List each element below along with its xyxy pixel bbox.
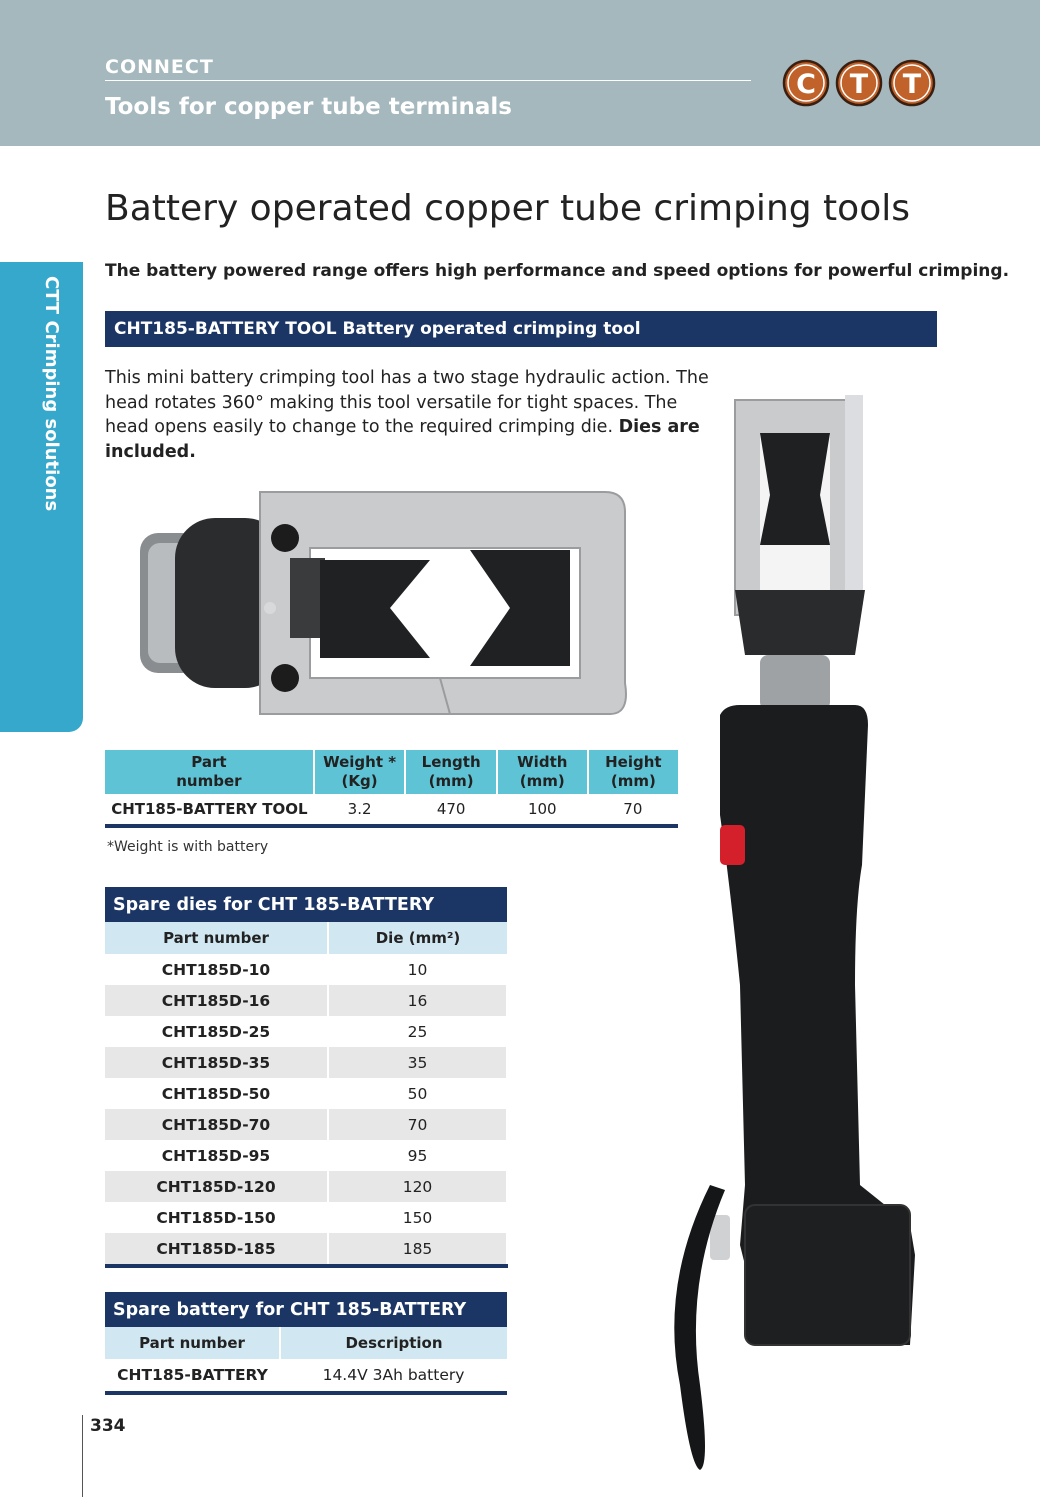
die-part: CHT185D-25 xyxy=(105,1016,328,1047)
section-title: Tools for copper tube terminals xyxy=(105,94,512,120)
battery-header-part: Part number xyxy=(105,1327,280,1359)
spec-width: 100 xyxy=(497,794,588,826)
die-size: 95 xyxy=(328,1140,507,1171)
die-size: 16 xyxy=(328,985,507,1016)
die-size: 150 xyxy=(328,1202,507,1233)
product-heading-bar: CHT185-BATTERY TOOL Battery operated crimping tool xyxy=(105,311,937,347)
spec-header-weight: Weight * (Kg) xyxy=(314,750,406,794)
table-row xyxy=(105,1359,507,1393)
table-row xyxy=(105,1233,507,1266)
spare-dies-table xyxy=(105,887,508,1268)
die-size: 185 xyxy=(328,1233,507,1266)
table-row xyxy=(105,1140,507,1171)
spec-height: 70 xyxy=(588,794,678,826)
spare-battery-table xyxy=(105,1292,507,1395)
crimp-head-photo xyxy=(140,488,640,718)
battery-tool-photo xyxy=(640,385,935,1475)
table-row xyxy=(105,1078,507,1109)
header-divider xyxy=(105,80,751,81)
section-label: CONNECT xyxy=(105,56,214,78)
spec-header-height: Height (mm) xyxy=(588,750,678,794)
spare-battery-header-row xyxy=(105,1327,507,1359)
die-part: CHT185D-70 xyxy=(105,1109,328,1140)
logo-circle-t1 xyxy=(837,61,881,105)
table-row xyxy=(105,1171,507,1202)
spec-table xyxy=(105,750,678,828)
product-description xyxy=(105,366,715,464)
die-size: 25 xyxy=(328,1016,507,1047)
spec-header-row xyxy=(105,750,678,794)
table-row xyxy=(105,954,507,985)
description-text: This mini battery crimping tool has a two stage hydraulic action. The head rotates 360° making this tool versatile for tight spaces. The head opens easily to change to the required crimping die. xyxy=(105,368,709,437)
table-row xyxy=(105,1202,507,1233)
table-row xyxy=(105,794,678,826)
table-row xyxy=(105,1109,507,1140)
table-row xyxy=(105,1016,507,1047)
logo-circle-t2 xyxy=(890,61,934,105)
weight-footnote: *Weight is with battery xyxy=(107,839,269,855)
spec-part-number: CHT185-BATTERY TOOL xyxy=(105,794,314,826)
die-part: CHT185D-120 xyxy=(105,1171,328,1202)
side-tab-label: CTT Crimping solutions xyxy=(41,276,62,512)
die-size: 35 xyxy=(328,1047,507,1078)
table-row xyxy=(105,985,507,1016)
die-part: CHT185D-185 xyxy=(105,1233,328,1266)
battery-part-number: CHT185-BATTERY xyxy=(105,1359,280,1393)
die-part: CHT185D-10 xyxy=(105,954,328,985)
battery-description: 14.4V 3Ah battery xyxy=(280,1359,507,1393)
die-size: 10 xyxy=(328,954,507,985)
table-row xyxy=(105,1047,507,1078)
page-header xyxy=(0,0,1040,146)
page-number: 334 xyxy=(90,1416,126,1436)
spec-header-width: Width (mm) xyxy=(497,750,588,794)
die-size: 70 xyxy=(328,1109,507,1140)
spec-length: 470 xyxy=(405,794,497,826)
spec-header-length: Length (mm) xyxy=(405,750,497,794)
die-part: CHT185D-16 xyxy=(105,985,328,1016)
logo-letter-t1: T xyxy=(849,69,869,100)
die-size: 120 xyxy=(328,1171,507,1202)
intro-text: The battery powered range offers high performance and speed options for powerful crimping. xyxy=(105,261,1010,281)
spare-battery-title: Spare battery for CHT 185-BATTERY xyxy=(105,1292,507,1327)
logo-circle-c xyxy=(784,61,828,105)
die-header-part: Part number xyxy=(105,922,328,954)
die-part: CHT185D-95 xyxy=(105,1140,328,1171)
die-size: 50 xyxy=(328,1078,507,1109)
battery-header-description: Description xyxy=(280,1327,507,1359)
spec-header-part: Part number xyxy=(105,750,314,794)
page-title: Battery operated copper tube crimping tools xyxy=(105,188,910,229)
spec-weight: 3.2 xyxy=(314,794,406,826)
die-part: CHT185D-35 xyxy=(105,1047,328,1078)
spare-dies-title: Spare dies for CHT 185-BATTERY xyxy=(105,887,507,922)
die-part: CHT185D-50 xyxy=(105,1078,328,1109)
die-header-size: Die (mm²) xyxy=(328,922,507,954)
page-number-rule xyxy=(82,1415,83,1497)
spare-dies-header-row xyxy=(105,922,507,954)
description-bold: Dies are included. xyxy=(105,417,700,462)
ctt-logo xyxy=(782,58,936,108)
logo-letter-t2: T xyxy=(902,69,922,100)
logo-letter-c: C xyxy=(796,69,816,100)
die-part: CHT185D-150 xyxy=(105,1202,328,1233)
